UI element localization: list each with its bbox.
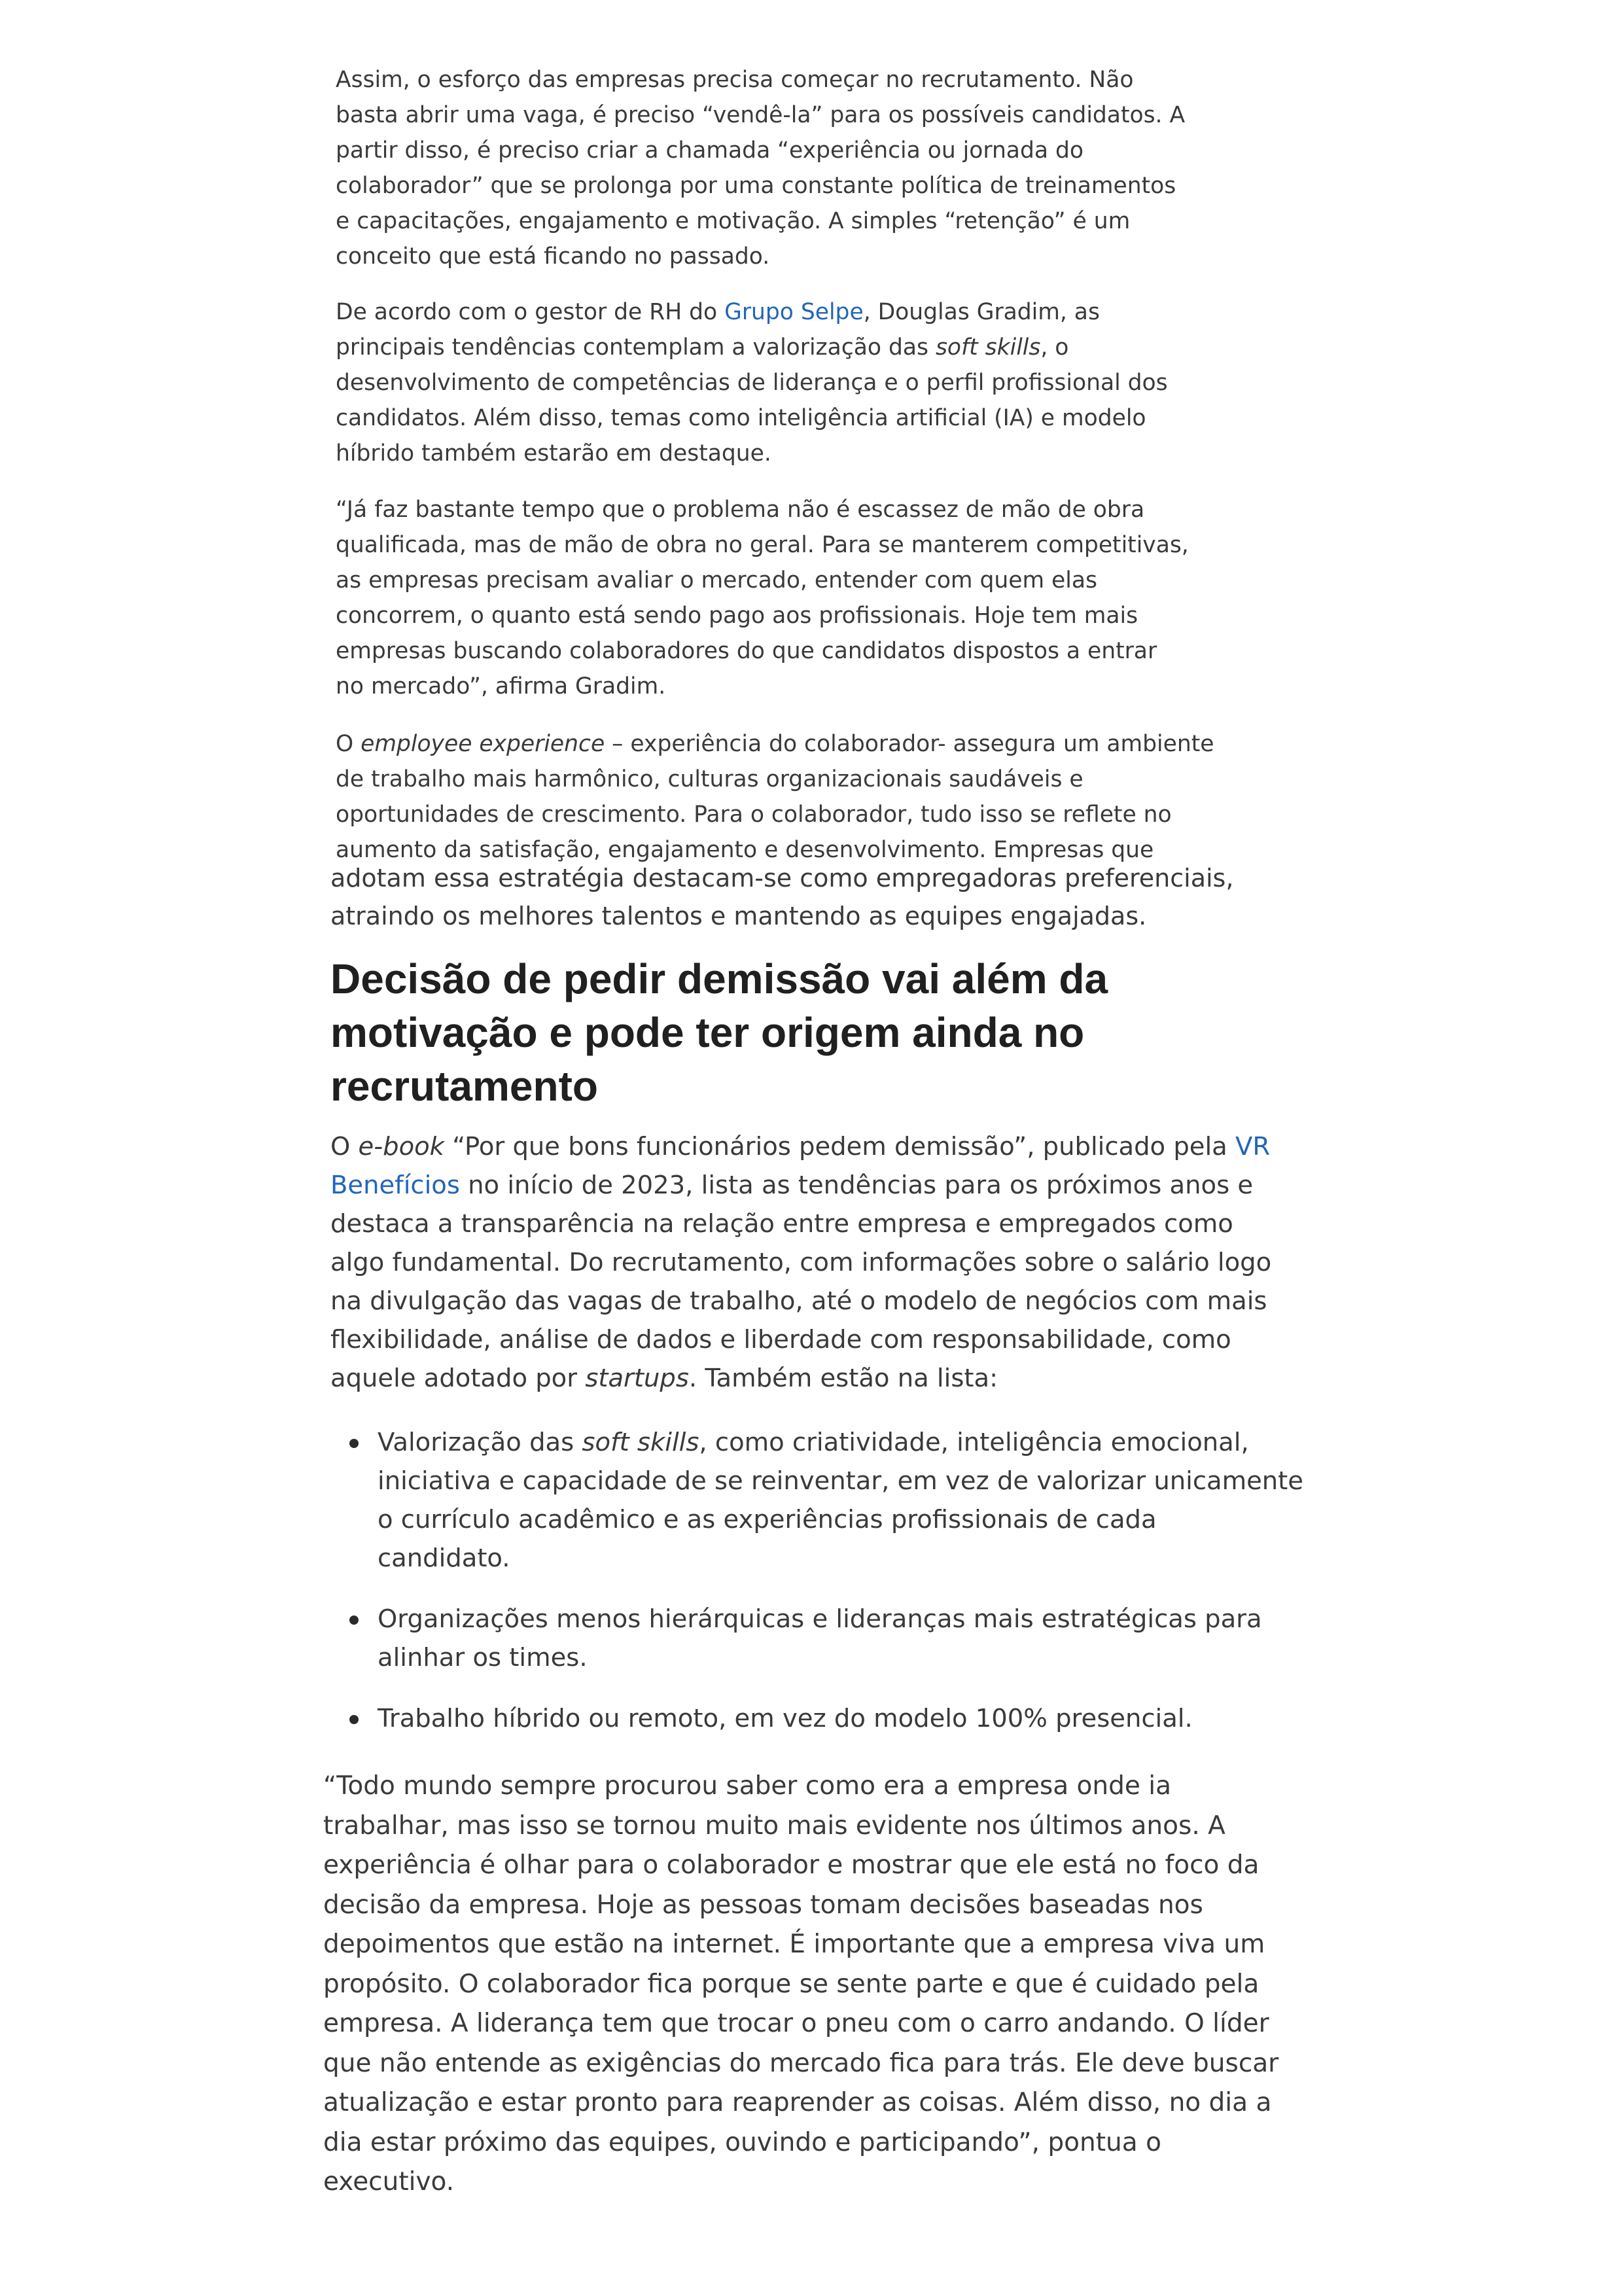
text-line: e capacitações, engajamento e motivação. A simples “retenção” é um [336, 208, 1131, 234]
text-segment: , Douglas Gradim, as [863, 299, 1100, 325]
text-segment: , como criatividade, inteligência emocional, [699, 1428, 1249, 1457]
text-line: que não entende as exigências do mercado fica para trás. Ele deve buscar [323, 2048, 1279, 2078]
text-segment: aquele adotado por [330, 1364, 586, 1393]
list-item [347, 1600, 1263, 1677]
text-line: “Todo mundo sempre procurou saber como era a empresa onde ia [323, 1771, 1172, 1801]
paragraph-employee-experience-continued [330, 859, 1246, 935]
text-line [330, 1166, 1254, 1205]
text-line: aumento da satisfação, engajamento e desenvolvimento. Empresas que [336, 837, 1154, 863]
text-line: empresa. A liderança tem que trocar o pneu com o carro andando. O líder [323, 2009, 1269, 2038]
bullet-icon [349, 1715, 359, 1724]
text-line: conceito que está ficando no passado. [336, 243, 770, 270]
text-line: partir disso, é preciso criar a chamada “experiência ou jornada do [336, 137, 1084, 164]
paragraph-recruitment [336, 62, 1199, 274]
paragraph-trends [336, 294, 1199, 471]
text-line: decisão da empresa. Hoje as pessoas tomam decisões baseadas nos [323, 1890, 1203, 1920]
text-line [336, 294, 1199, 330]
text-line: propósito. O colaborador fica porque se sente parte e que é cuidado pela [323, 1969, 1260, 1999]
text-line [330, 1127, 1271, 1166]
text-line: atualização e estar pronto para reaprender as coisas. Além disso, no dia a [323, 2088, 1272, 2117]
text-segment: O [336, 731, 361, 757]
text-line: experiência é olhar para o colaborador e mostrar que ele está no foco da [323, 1850, 1260, 1880]
text-segment: , o [1040, 334, 1069, 361]
text-line: na divulgação das vagas de trabalho, até o modelo de negócios com mais [330, 1286, 1267, 1316]
paragraph-gradim-quote [336, 492, 1199, 704]
text-line: empresas buscando colaboradores do que candidatos dispostos a entrar [336, 638, 1157, 664]
paragraph-executive-quote [323, 1767, 1279, 2202]
trends-list [347, 1423, 1303, 1760]
italic-term: startups [585, 1364, 689, 1393]
text-segment: no início de 2023, lista as tendências para os próximos anos e [459, 1171, 1254, 1200]
text-line: Trabalho híbrido ou remoto, em vez do modelo 100% presencial. [378, 1704, 1193, 1733]
vr-beneficios-link[interactable]: Benefícios [330, 1171, 460, 1200]
text-line: o currículo acadêmico e as experiências profissionais de cada [378, 1505, 1157, 1534]
text-line: qualificada, mas de mão de obra no geral. Para se manterem competitivas, [336, 532, 1189, 558]
list-item [347, 1423, 1303, 1578]
text-line: colaborador” que se prolonga por uma constante política de treinamentos [336, 173, 1176, 199]
paragraph-ebook [330, 1127, 1272, 1398]
text-segment: . Também estão na lista: [688, 1364, 998, 1393]
text-line: depoimentos que estão na internet. É importante que a empresa viva um [323, 1930, 1265, 1959]
italic-term: soft skills [935, 334, 1041, 361]
text-segment: principais tendências contemplam a valorização das [336, 334, 936, 361]
text-line: Assim, o esforço das empresas precisa começar no recrutamento. Não [336, 67, 1134, 93]
heading-line: motivação e pode ter origem ainda no [330, 1009, 1085, 1056]
text-line: desenvolvimento de competências de liderança e o perfil profissional dos [336, 370, 1168, 396]
vr-beneficios-link[interactable]: VR [1235, 1132, 1271, 1161]
text-line [336, 726, 1214, 762]
text-line: no mercado”, afirma Gradim. [336, 673, 666, 699]
bullet-icon [349, 1439, 359, 1448]
text-line: oportunidades de crescimento. Para o colaborador, tudo isso se reflete no [336, 802, 1172, 828]
heading-line: Decisão de pedir demissão vai além da [330, 955, 1108, 1002]
text-line: atraindo os melhores talentos e mantendo as equipes engajadas. [330, 902, 1147, 930]
heading-line: recrutamento [330, 1063, 598, 1110]
text-line: trabalhar, mas isso se tornou muito mais evidente nos últimos anos. A [323, 1810, 1225, 1841]
italic-term: employee experience [361, 731, 605, 757]
text-line: iniciativa e capacidade de se reinventar, em vez de valorizar unicamente [378, 1466, 1303, 1496]
text-line: basta abrir uma vaga, é preciso “vendê-la” para os possíveis candidatos. A [336, 102, 1186, 128]
text-line: alinhar os times. [378, 1643, 588, 1672]
text-segment: O [330, 1132, 359, 1161]
text-line: executivo. [323, 2167, 455, 2197]
text-line [336, 330, 1199, 365]
text-segment: Valorização das [378, 1428, 582, 1457]
text-line: adotam essa estratégia destacam-se como empregadoras preferenciais, [330, 864, 1234, 892]
text-segment: De acordo com o gestor de RH do [336, 299, 725, 325]
bullet-icon [349, 1616, 359, 1625]
text-line: flexibilidade, análise de dados e liberdade com responsabilidade, como [330, 1325, 1231, 1354]
italic-term: soft skills [582, 1428, 699, 1457]
text-line: algo fundamental. Do recrutamento, com informações sobre o salário logo [330, 1248, 1272, 1277]
text-line: candidato. [378, 1544, 510, 1573]
grupo-selpe-link[interactable]: Grupo Selpe [724, 299, 864, 325]
text-line: dia estar próximo das equipes, ouvindo e participando”, pontua o [323, 2127, 1161, 2157]
section-heading [330, 952, 1246, 1113]
italic-term: e-book [358, 1132, 444, 1161]
text-line: destaca a transparência na relação entre empresa e empregados como [330, 1209, 1233, 1239]
text-line: candidatos. Além disso, temas como inteligência artificial (IA) e modelo [336, 405, 1146, 431]
text-segment: – experiência do colaborador- assegura um ambiente [605, 731, 1214, 757]
text-segment: “Por que bons funcionários pedem demissão”, publicado pela [444, 1132, 1235, 1161]
text-line [378, 1423, 1263, 1462]
text-line: as empresas precisam avaliar o mercado, entender com quem elas [336, 567, 1097, 593]
text-line: Organizações menos hierárquicas e lideranças mais estratégicas para [378, 1604, 1262, 1634]
text-line: de trabalho mais harmônico, culturas organizacionais saudáveis e [336, 766, 1084, 792]
text-line: concorrem, o quanto está sendo pago aos profissionais. Hoje tem mais [336, 603, 1138, 629]
text-line: híbrido também estarão em destaque. [336, 440, 771, 467]
text-line [330, 1359, 1246, 1398]
list-item [347, 1699, 1263, 1738]
paragraph-employee-experience [336, 726, 1214, 868]
text-line: “Já faz bastante tempo que o problema não é escassez de mão de obra [336, 497, 1145, 523]
